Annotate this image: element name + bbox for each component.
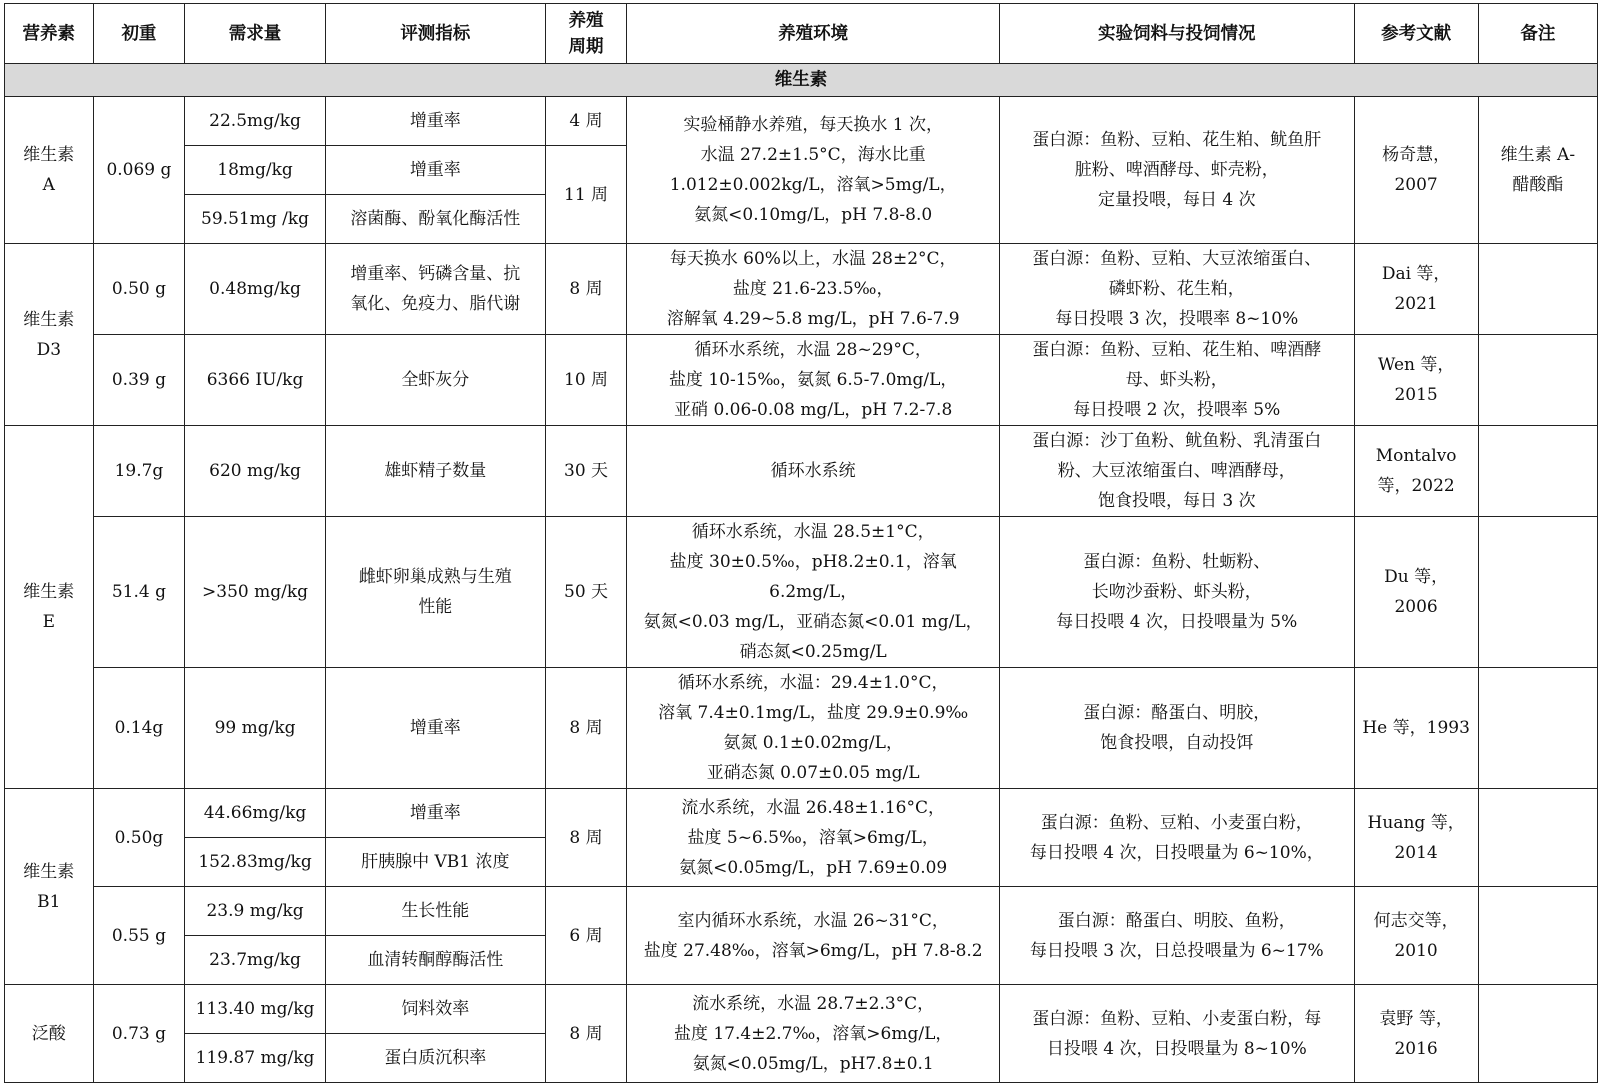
header-nutrient: 营养素 [5,4,94,64]
note-cell [1478,668,1597,789]
table-row [5,789,1598,838]
indicator-cell: 蛋白质沉积率 [325,1034,545,1083]
indicator-cell: 肝胰腺中 VB1 浓度 [325,838,545,887]
table-row [5,335,1598,426]
reference-cell: 袁野 等， 2016 [1354,985,1478,1083]
environment-cell: 室内循环水系统，水温 26~31°C， 盐度 27.48‰，溶氧>6mg/L，pH 7.8-8.2 [627,887,1000,985]
header-reference: 参考文献 [1354,4,1478,64]
feed-cell: 蛋白源：鱼粉、豆粕、花生粕、鱿鱼肝 脏粉、啤酒酵母、虾壳粉， 定量投喂，每日 4 次 [1000,97,1354,244]
requirement-cell: 113.40 mg/kg [185,985,326,1034]
nutrient-requirement-table [4,3,1598,1083]
environment-cell: 流水系统，水温 26.48±1.16°C， 盐度 5~6.5‰，溶氧>6mg/L， 氨氮<0.05mg/L，pH 7.69±0.09 [627,789,1000,887]
header-initial-weight: 初重 [93,4,185,64]
environment-cell: 循环水系统，水温 28~29°C， 盐度 10-15‰，氨氮 6.5-7.0mg/L， 亚硝 0.06-0.08 mg/L，pH 7.2-7.8 [627,335,1000,426]
note-cell [1478,335,1597,426]
table-row [5,985,1598,1034]
nutrient-cell-vitamin-a: 维生素 A [5,97,94,244]
note-cell [1478,887,1597,985]
note-cell [1478,426,1597,517]
indicator-cell: 溶菌酶、酚氧化酶活性 [325,195,545,244]
section-title: 维生素 [5,64,1598,97]
nutrient-cell-vitamin-d3: 维生素 D3 [5,244,94,426]
requirement-cell: 59.51mg /kg [185,195,326,244]
header-requirement: 需求量 [185,4,326,64]
period-cell: 8 周 [545,789,626,887]
header-row [5,4,1598,64]
weight-cell: 19.7g [93,426,185,517]
feed-cell: 蛋白源：鱼粉、豆粕、花生粕、啤酒酵 母、虾头粉， 每日投喂 2 次，投喂率 5% [1000,335,1354,426]
table-row [5,517,1598,668]
weight-cell: 0.50g [93,789,185,887]
environment-cell: 实验桶静水养殖，每天换水 1 次， 水温 27.2±1.5°C，海水比重 1.012±0.002kg/L，溶氧>5mg/L， 氨氮<0.10mg/L，pH 7.8-8.0 [627,97,1000,244]
requirement-cell: 23.7mg/kg [185,936,326,985]
reference-cell: 杨奇慧， 2007 [1354,97,1478,244]
requirement-cell: 18mg/kg [185,146,326,195]
header-feed: 实验饲料与投饲情况 [1000,4,1354,64]
note-cell [1478,985,1597,1083]
environment-cell: 循环水系统 [627,426,1000,517]
environment-cell: 循环水系统，水温 28.5±1°C， 盐度 30±0.5‰，pH8.2±0.1，溶氧 6.2mg/L， 氨氮<0.03 mg/L，亚硝态氮<0.01 mg/L， 硝态氮<0.25mg/L [627,517,1000,668]
feed-cell: 蛋白源：沙丁鱼粉、鱿鱼粉、乳清蛋白 粉、大豆浓缩蛋白、啤酒酵母， 饱食投喂，每日 3 次 [1000,426,1354,517]
indicator-cell: 增重率 [325,97,545,146]
header-note: 备注 [1478,4,1597,64]
indicator-cell: 增重率 [325,789,545,838]
note-cell [1478,517,1597,668]
feed-cell: 蛋白源：鱼粉、豆粕、小麦蛋白粉， 每日投喂 4 次，日投喂量为 6~10%， [1000,789,1354,887]
period-cell: 11 周 [545,146,626,244]
table-row [5,244,1598,335]
reference-cell: Dai 等， 2021 [1354,244,1478,335]
table-row [5,426,1598,517]
reference-cell: He 等，1993 [1354,668,1478,789]
requirement-cell: 0.48mg/kg [185,244,326,335]
weight-cell: 0.069 g [93,97,185,244]
feed-cell: 蛋白源：鱼粉、牡蛎粉、 长吻沙蚕粉、虾头粉， 每日投喂 4 次，日投喂量为 5% [1000,517,1354,668]
weight-cell: 0.55 g [93,887,185,985]
reference-cell: Wen 等， 2015 [1354,335,1478,426]
weight-cell: 51.4 g [93,517,185,668]
period-cell: 4 周 [545,97,626,146]
requirement-cell: 44.66mg/kg [185,789,326,838]
reference-cell: Huang 等， 2014 [1354,789,1478,887]
indicator-cell: 增重率 [325,668,545,789]
environment-cell: 每天换水 60%以上，水温 28±2°C， 盐度 21.6-23.5‰， 溶解氧 4.29~5.8 mg/L，pH 7.6-7.9 [627,244,1000,335]
indicator-cell: 雌虾卵巢成熟与生殖 性能 [325,517,545,668]
period-cell: 8 周 [545,985,626,1083]
requirement-cell: 152.83mg/kg [185,838,326,887]
note-cell [1478,789,1597,887]
reference-cell: Montalvo 等，2022 [1354,426,1478,517]
table-row [5,97,1598,146]
table-row [5,668,1598,789]
requirement-cell: 620 mg/kg [185,426,326,517]
requirement-cell: 99 mg/kg [185,668,326,789]
period-cell: 8 周 [545,244,626,335]
indicator-cell: 全虾灰分 [325,335,545,426]
requirement-cell: 119.87 mg/kg [185,1034,326,1083]
period-cell: 30 天 [545,426,626,517]
requirement-cell: 22.5mg/kg [185,97,326,146]
note-cell: 维生素 A- 醋酸酯 [1478,97,1597,244]
section-row [5,64,1598,97]
nutrient-cell-vitamin-b1: 维生素 B1 [5,789,94,985]
note-cell [1478,244,1597,335]
header-indicator: 评测指标 [325,4,545,64]
requirement-cell: >350 mg/kg [185,517,326,668]
period-cell: 10 周 [545,335,626,426]
feed-cell: 蛋白源：鱼粉、豆粕、大豆浓缩蛋白、 磷虾粉、花生粕， 每日投喂 3 次，投喂率 8~10% [1000,244,1354,335]
environment-cell: 流水系统，水温 28.7±2.3°C， 盐度 17.4±2.7‰，溶氧>6mg/L， 氨氮<0.05mg/L，pH7.8±0.1 [627,985,1000,1083]
header-period: 养殖 周期 [545,4,626,64]
header-environment: 养殖环境 [627,4,1000,64]
period-cell: 6 周 [545,887,626,985]
period-cell: 50 天 [545,517,626,668]
reference-cell: 何志交等， 2010 [1354,887,1478,985]
nutrient-cell-vitamin-e: 维生素 E [5,426,94,789]
indicator-cell: 雄虾精子数量 [325,426,545,517]
weight-cell: 0.39 g [93,335,185,426]
feed-cell: 蛋白源：酪蛋白、明胶、鱼粉， 每日投喂 3 次，日总投喂量为 6~17% [1000,887,1354,985]
weight-cell: 0.73 g [93,985,185,1083]
weight-cell: 0.14g [93,668,185,789]
environment-cell: 循环水系统，水温：29.4±1.0°C， 溶氧 7.4±0.1mg/L，盐度 29.9±0.9‰ 氨氮 0.1±0.02mg/L， 亚硝态氮 0.07±0.05 mg/L [627,668,1000,789]
requirement-cell: 23.9 mg/kg [185,887,326,936]
requirement-cell: 6366 IU/kg [185,335,326,426]
period-cell: 8 周 [545,668,626,789]
indicator-cell: 血清转酮醇酶活性 [325,936,545,985]
indicator-cell: 饲料效率 [325,985,545,1034]
table-row [5,887,1598,936]
weight-cell: 0.50 g [93,244,185,335]
feed-cell: 蛋白源：酪蛋白、明胶， 饱食投喂，自动投饵 [1000,668,1354,789]
indicator-cell: 增重率 [325,146,545,195]
indicator-cell: 生长性能 [325,887,545,936]
reference-cell: Du 等， 2006 [1354,517,1478,668]
feed-cell: 蛋白源：鱼粉、豆粕、小麦蛋白粉，每 日投喂 4 次，日投喂量为 8~10% [1000,985,1354,1083]
nutrient-cell-pantothenic-acid: 泛酸 [5,985,94,1083]
indicator-cell: 增重率、钙磷含量、抗 氧化、免疫力、脂代谢 [325,244,545,335]
